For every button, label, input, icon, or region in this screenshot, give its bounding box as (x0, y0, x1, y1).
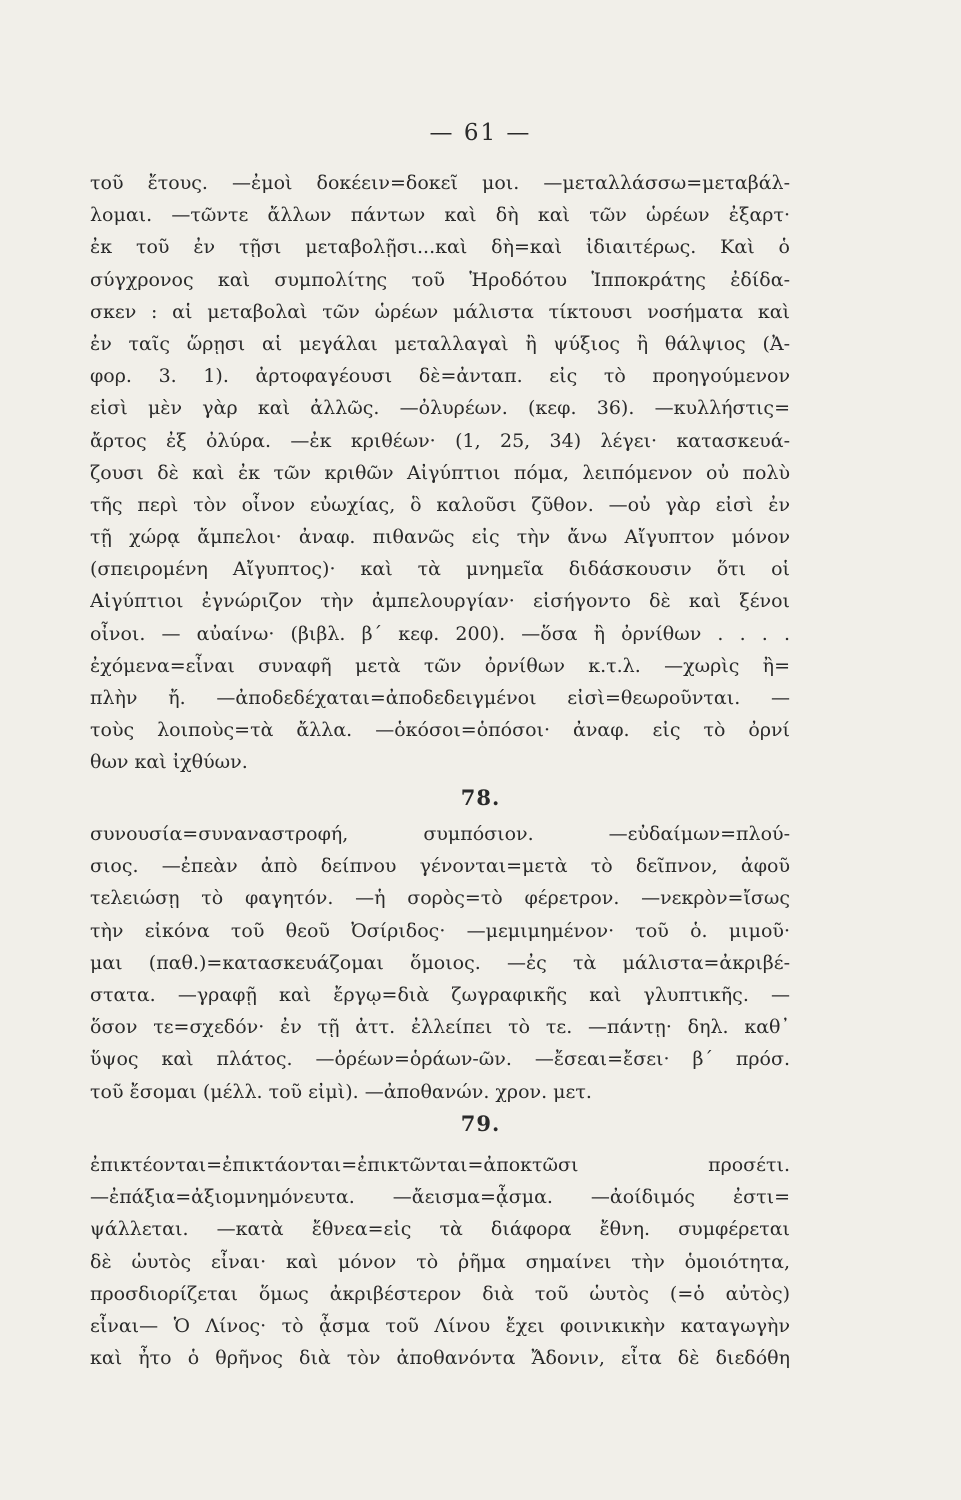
commentary-block-79 (90, 1149, 790, 1374)
text-line: σύγχρονος καὶ συμπολίτης τοῦ Ἡροδότου Ἱπποκράτης ἐδίδα- (90, 268, 790, 291)
text-line: καὶ ἦτο ὁ θρῆνος διὰ τὸν ἀποθανόντα Ἄδονιν, εἶτα δὲ διεδόθη (90, 1347, 790, 1370)
text-line: ψάλλεται. —κατὰ ἔθνεα=εἰς τὰ διάφορα ἔθνη. συμφέρεται (90, 1218, 790, 1241)
text-line: τοῦ ἔτους. —ἐμοὶ δοκέειν=δοκεῖ μοι. —μεταλλάσσω=μεταβάλ- (90, 172, 790, 194)
text-line: τὴν εἰκόνα τοῦ θεοῦ Ὀσίριδος· —μεμιμημένον· τοῦ ὁ. μιμοῦ· (90, 919, 790, 942)
text-line: ἐχόμενα=εἶναι συναφῆ μετὰ τῶν ὀρνίθων κ.τ.λ. —χωρὶς ἢ= (90, 654, 790, 677)
text-line: ἐπικτέονται=ἐπικτάονται=ἐπικτῶνται=ἀποκτῶσι προσέτι. (90, 1154, 790, 1176)
text-line: ὕψος καὶ πλάτος. —ὁρέων=ὁράων-ῶν. —ἔσεαι=ἔσει· β΄ πρόσ. (90, 1048, 790, 1071)
text-line: εἰσὶ μὲν γὰρ καὶ ἀλλῶς. —ὀλυρέων. (κεφ. 36). —κυλλήστις= (90, 397, 790, 420)
text-line: φορ. 3. 1). ἀρτοφαγέουσι δὲ=ἀνταπ. εἰς τὸ προηγούμενον (90, 365, 790, 388)
text-line: προσδιορίζεται ὅμως ἀκριβέστερον διὰ τοῦ ὡυτὸς (=ὁ αὐτὸς) (90, 1282, 790, 1305)
text-line: τοῦ ἔσομαι (μέλλ. τοῦ εἰμὶ). —ἀποθανών. χρον. μετ. (90, 1080, 592, 1103)
text-line: οἶνοι. — αὐαίνω· (βιβλ. β΄ κεφ. 200). —ὅσα ἢ ὀρνίθων . . . . (90, 622, 790, 645)
text-line: σκεν : αἱ μεταβολαὶ τῶν ὡρέων μάλιστα τίκτουσι νοσήματα καὶ (90, 300, 790, 323)
text-line: τῇ χώρᾳ ἄμπελοι· ἀναφ. πιθανῶς εἰς τὴν ἄνω Αἴγυπτον μόνον (90, 526, 790, 549)
text-line: ἐν ταῖς ὥρῃσι αἱ μεγάλαι μεταλλαγαὶ ἢ ψύξιος ἢ θάλψιος (Ἀ- (90, 332, 790, 355)
text-line: μαι (παθ.)=κατασκευάζομαι ὅμοιος. —ἐς τὰ μάλιστα=ἀκριβέ- (90, 951, 790, 974)
commentary-block-78 (90, 818, 790, 1108)
text-line: θων καὶ ἰχθύων. (90, 751, 248, 774)
text-line: —ἐπάξια=ἀξιομνημόνευτα. —ἄεισμα=ᾆσμα. —ἀοίδιμός ἐστι= (90, 1186, 790, 1209)
text-line: ἐκ τοῦ ἐν τῇσι μεταβολῇσι...καὶ δὴ=καὶ ἰδιαιτέρως. Καὶ ὁ (90, 236, 790, 259)
text-line: σιος. —ἐπεὰν ἀπὸ δείπνου γένονται=μετὰ τὸ δεῖπνον, ἀφοῦ (90, 855, 790, 878)
text-line: στατα. —γραφῇ καὶ ἔργῳ=διὰ ζωγραφικῆς καὶ γλυπτικῆς. — (90, 983, 790, 1006)
text-line: ἄρτος ἐξ ὀλύρα. —ἐκ κριθέων· (1, 25, 34) λέγει· κατασκευά- (90, 429, 790, 452)
section-number-78: 78. (460, 785, 501, 810)
text-line: ὅσον τε=σχεδόν· ἐν τῇ ἀττ. ἐλλείπει τὸ τε. —πάντῃ· δηλ. καθ᾿ (90, 1016, 790, 1039)
text-line: πλὴν ἤ. —ἀποδεδέχαται=ἀποδεδειγμένοι εἰσὶ=θεωροῦνται. — (90, 687, 790, 709)
text-line: εἶναι— Ὁ Λίνος· τὸ ᾆσμα τοῦ Λίνου ἔχει φοινικικὴν καταγωγὴν (90, 1314, 790, 1337)
text-line: (σπειρομένη Αἴγυπτος)· καὶ τὰ μνημεῖα διδάσκουσιν ὅτι οἱ (90, 558, 790, 581)
text-line: τοὺς λοιποὺς=τὰ ἄλλα. —ὁκόσοι=ὁπόσοι· ἀναφ. εἰς τὸ ὀρνί (90, 719, 790, 742)
text-line: τῆς περὶ τὸν οἶνον εὐωχίας, ὃ καλοῦσι ζῦθον. —οὐ γὰρ εἰσὶ ἐν (90, 493, 790, 516)
commentary-block-77 (90, 167, 790, 779)
section-number-79: 79. (460, 1111, 501, 1136)
page-number: — 61 — (429, 120, 532, 146)
text-line: δὲ ὡυτὸς εἶναι· καὶ μόνον τὸ ῥῆμα σημαίνει τὴν ὁμοιότητα, (90, 1250, 790, 1273)
text-line: Αἰγύπτιοι ἐγνώριζον τὴν ἀμπελουργίαν· εἰσήγοντο δὲ καὶ ξένοι (90, 590, 790, 613)
text-line: τελειώσῃ τὸ φαγητόν. —ἡ σορὸς=τὸ φέρετρον. —νεκρὸν=ἴσως (90, 887, 790, 910)
text-line: συνουσία=συναναστροφή, συμπόσιον. —εὐδαίμων=πλού- (90, 823, 790, 845)
text-line: λομαι. —τῶντε ἄλλων πάντων καὶ δὴ καὶ τῶν ὡρέων ἐξαρτ· (90, 204, 790, 227)
text-line: ζουσι δὲ καὶ ἐκ τῶν κριθῶν Αἰγύπτιοι πόμα, λειπόμενον οὐ πολὺ (90, 461, 790, 484)
